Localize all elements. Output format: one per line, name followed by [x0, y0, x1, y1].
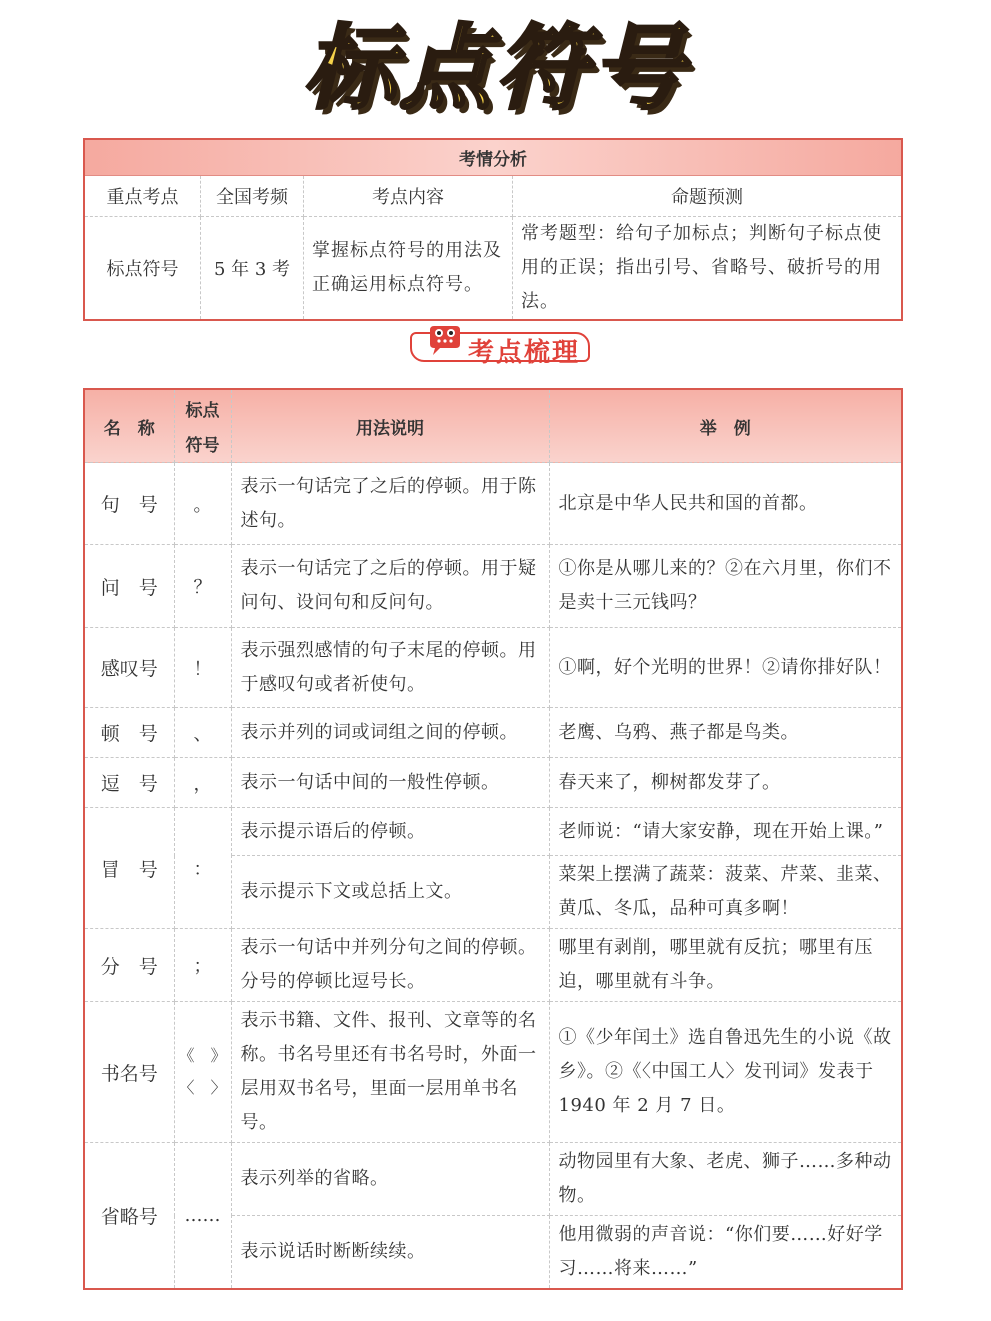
row-name: 感叹号 — [84, 628, 174, 708]
row-example-2: 他用微弱的声音说：“你们要……好好学习……将来……” — [549, 1216, 902, 1290]
row-name: 书名号 — [84, 1002, 174, 1143]
analysis-caption: 考情分析 — [84, 139, 902, 176]
row-example: 老鹰、乌鸦、燕子都是鸟类。 — [549, 708, 902, 758]
row-symbol: 、 — [174, 708, 231, 758]
exam-analysis-table — [83, 138, 903, 321]
row-usage: 表示并列的词或词组之间的停顿。 — [231, 708, 549, 758]
row-name: 冒 号 — [84, 808, 174, 929]
row-symbol — [174, 1002, 231, 1143]
row-usage-2: 表示提示下文或总括上文。 — [231, 856, 549, 929]
row-usage: 表示列举的省略。 — [231, 1143, 549, 1216]
row-example: ①啊，好个光明的世界！②请你排好队！ — [549, 628, 902, 708]
row-example: ①《少年闰土》选自鲁迅先生的小说《故乡》。②《〈中国工人〉发刊词》发表于 1940 年 2 月 7 日。 — [549, 1002, 902, 1143]
col-header-symbol-line2: 符号 — [185, 436, 220, 456]
row-symbol: ？ — [174, 545, 231, 628]
row-name: 句 号 — [84, 463, 174, 545]
header-frequency: 全国考频 — [201, 176, 304, 217]
row-symbol: …… — [174, 1143, 231, 1290]
table-row — [84, 758, 902, 808]
row-symbol: ； — [174, 929, 231, 1002]
row-example: 动物园里有大象、老虎、狮子……多种动物。 — [549, 1143, 902, 1216]
row-usage: 表示一句话中间的一般性停顿。 — [231, 758, 549, 808]
section-badge — [410, 326, 592, 366]
row-name: 分 号 — [84, 929, 174, 1002]
table-row — [84, 1002, 902, 1143]
chat-bubble-mascot-icon — [426, 324, 464, 358]
row-example: 哪里有剥削，哪里就有反抗；哪里有压迫，哪里就有斗争。 — [549, 929, 902, 1002]
col-header-symbol-line1: 标点 — [185, 401, 220, 421]
section-label: 考点梳理 — [468, 338, 581, 368]
col-header-symbol — [174, 389, 231, 463]
row-usage-2: 表示说话时断断续续。 — [231, 1216, 549, 1290]
table-row — [84, 708, 902, 758]
row-example-2: 菜架上摆满了蔬菜：菠菜、芹菜、韭菜、黄瓜、冬瓜，品种可真多啊！ — [549, 856, 902, 929]
row-symbol: ： — [174, 808, 231, 929]
row-usage: 表示一句话中并列分句之间的停顿。分号的停顿比逗号长。 — [231, 929, 549, 1002]
row-name: 逗 号 — [84, 758, 174, 808]
col-header-example: 举 例 — [549, 389, 902, 463]
col-header-usage: 用法说明 — [231, 389, 549, 463]
row-name: 顿 号 — [84, 708, 174, 758]
analysis-frequency: 5 年 3 考 — [201, 217, 304, 321]
header-topic: 重点考点 — [84, 176, 201, 217]
row-example: ①你是从哪儿来的？②在六月里，你们不是卖十三元钱吗？ — [549, 545, 902, 628]
row-example: 春天来了，柳树都发芽了。 — [549, 758, 902, 808]
header-prediction: 命题预测 — [513, 176, 903, 217]
row-symbol: ， — [174, 758, 231, 808]
row-usage: 表示强烈感情的句子末尾的停顿。用于感叹句或者祈使句。 — [231, 628, 549, 708]
row-name: 问 号 — [84, 545, 174, 628]
table-row — [84, 545, 902, 628]
row-name: 省略号 — [84, 1143, 174, 1290]
table-row — [84, 808, 902, 856]
row-usage: 表示一句话完了之后的停顿。用于陈述句。 — [231, 463, 549, 545]
table-row — [84, 1143, 902, 1216]
row-usage: 表示提示语后的停顿。 — [231, 808, 549, 856]
row-example: 老师说：“请大家安静，现在开始上课。” — [549, 808, 902, 856]
table-header-row — [84, 389, 902, 463]
analysis-topic: 标点符号 — [84, 217, 201, 321]
table-row — [84, 929, 902, 1002]
row-usage: 表示一句话完了之后的停顿。用于疑问句、设问句和反问句。 — [231, 545, 549, 628]
header-content: 考点内容 — [304, 176, 513, 217]
table-row — [84, 628, 902, 708]
table-row — [84, 463, 902, 545]
punctuation-table — [83, 388, 903, 1290]
row-usage: 表示书籍、文件、报刊、文章等的名称。书名号里还有书名号时，外面一层用双书名号，里面一层用单书名号。 — [231, 1002, 549, 1143]
col-header-name: 名 称 — [84, 389, 174, 463]
page-title: 标点符号 — [303, 15, 688, 122]
double-title-mark: 《 》 — [178, 1046, 227, 1065]
row-symbol: 。 — [174, 463, 231, 545]
row-example: 北京是中华人民共和国的首都。 — [549, 463, 902, 545]
single-title-mark: 〈 〉 — [178, 1078, 227, 1097]
row-symbol: ！ — [174, 628, 231, 708]
analysis-content: 掌握标点符号的用法及正确运用标点符号。 — [304, 217, 513, 321]
analysis-prediction: 常考题型：给句子加标点；判断句子标点使用的正误；指出引号、省略号、破折号的用法。 — [513, 217, 903, 321]
